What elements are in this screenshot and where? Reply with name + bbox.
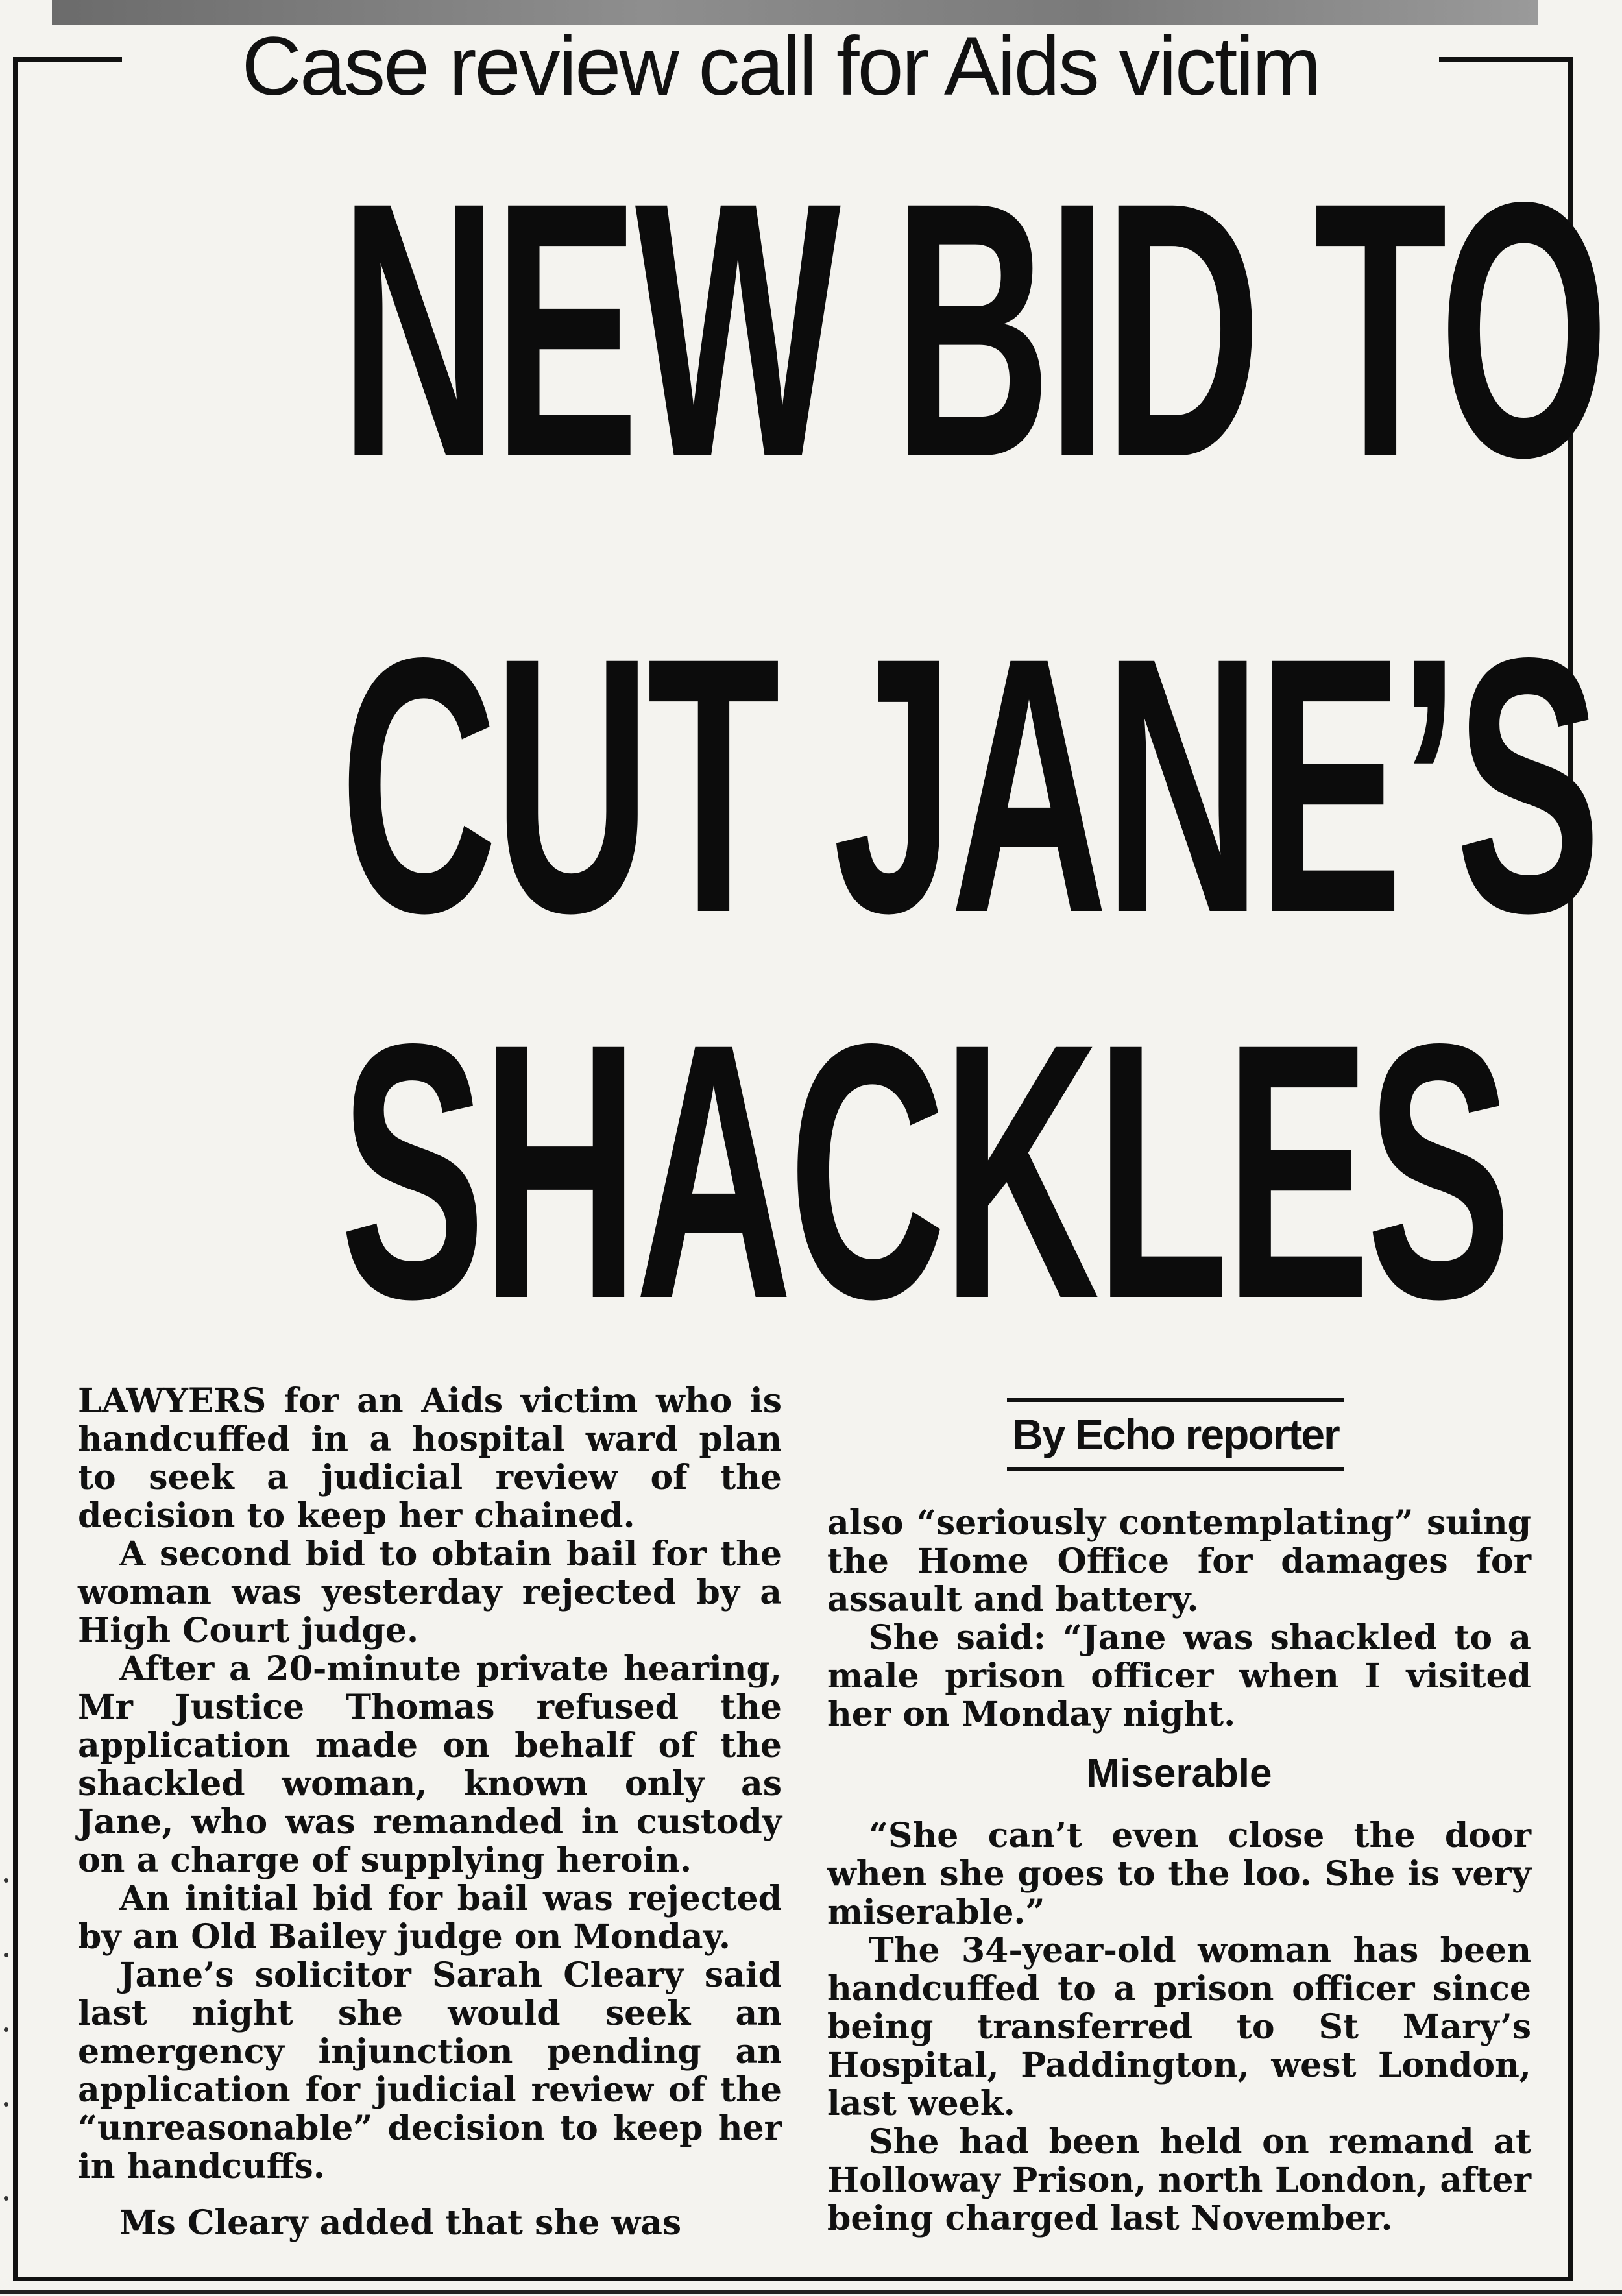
headline-line-3: SHACKLES bbox=[340, 968, 1508, 1374]
paragraph: After a 20-minute private hearing, Mr Justice Thomas refused the application made on behalf of the shackled woman, known only as Jane, who was remanded in custody on a charge of supplying heroin. bbox=[78, 1649, 782, 1880]
headline-line-1: NEW BID TO bbox=[340, 127, 1605, 533]
paragraph: “She can’t even close the door when she goes to the loo. She is very miserable.” bbox=[827, 1816, 1531, 1932]
paragraph: A second bid to obtain bail for the woman was yesterday rejected by a High Court judge. bbox=[78, 1534, 782, 1650]
margin-mark bbox=[4, 1878, 8, 1883]
paragraph: Jane’s solicitor Sarah Cleary said last night she would seek an emergency injunction pending an application for judicial review of the “unreasonable” decision to keep her in handcuffs. bbox=[78, 1955, 782, 2186]
paragraph: She had been held on remand at Holloway Prison, north London, after being charged last November. bbox=[827, 2122, 1531, 2238]
subheading: Miserable bbox=[1086, 1751, 1272, 1796]
byline: By Echo reporter bbox=[1012, 1410, 1339, 1458]
paragraph: LAWYERS for an Aids victim who is handcuffed in a hospital ward plan to seek a judicial review of the decision to keep her chained. bbox=[78, 1381, 782, 1536]
paragraph: The 34-year-old woman has been handcuffed to a prison officer since being transferred to St Mary’s Hospital, Paddington, west London, last week. bbox=[827, 1931, 1531, 2123]
frame-top-rule-left bbox=[13, 57, 122, 62]
headline-line-2: CUT JANE’S bbox=[340, 582, 1597, 988]
paragraph: Ms Cleary added that she was bbox=[119, 2203, 682, 2243]
article-column-left bbox=[78, 1382, 782, 2242]
kicker-headline: Case review call for Aids victim bbox=[241, 20, 1320, 113]
paragraph: She said: “Jane was shackled to a male prison officer when I visited her on Monday night. bbox=[827, 1618, 1531, 1734]
byline-rule-bottom bbox=[1007, 1467, 1344, 1471]
margin-mark bbox=[4, 2102, 8, 2107]
paragraph: also “seriously contemplating” suing the Home Office for damages for assault and battery. bbox=[827, 1503, 1531, 1619]
byline-box bbox=[1007, 1398, 1344, 1471]
margin-mark bbox=[4, 2196, 8, 2201]
page-bottom-rule bbox=[0, 2290, 1622, 2294]
margin-mark bbox=[4, 2027, 8, 2032]
paragraph: An initial bid for bail was rejected by an Old Bailey judge on Monday. bbox=[78, 1879, 782, 1957]
article-column-right bbox=[827, 1504, 1531, 2238]
frame-top-rule-right bbox=[1439, 57, 1573, 62]
margin-mark bbox=[4, 1953, 8, 1957]
